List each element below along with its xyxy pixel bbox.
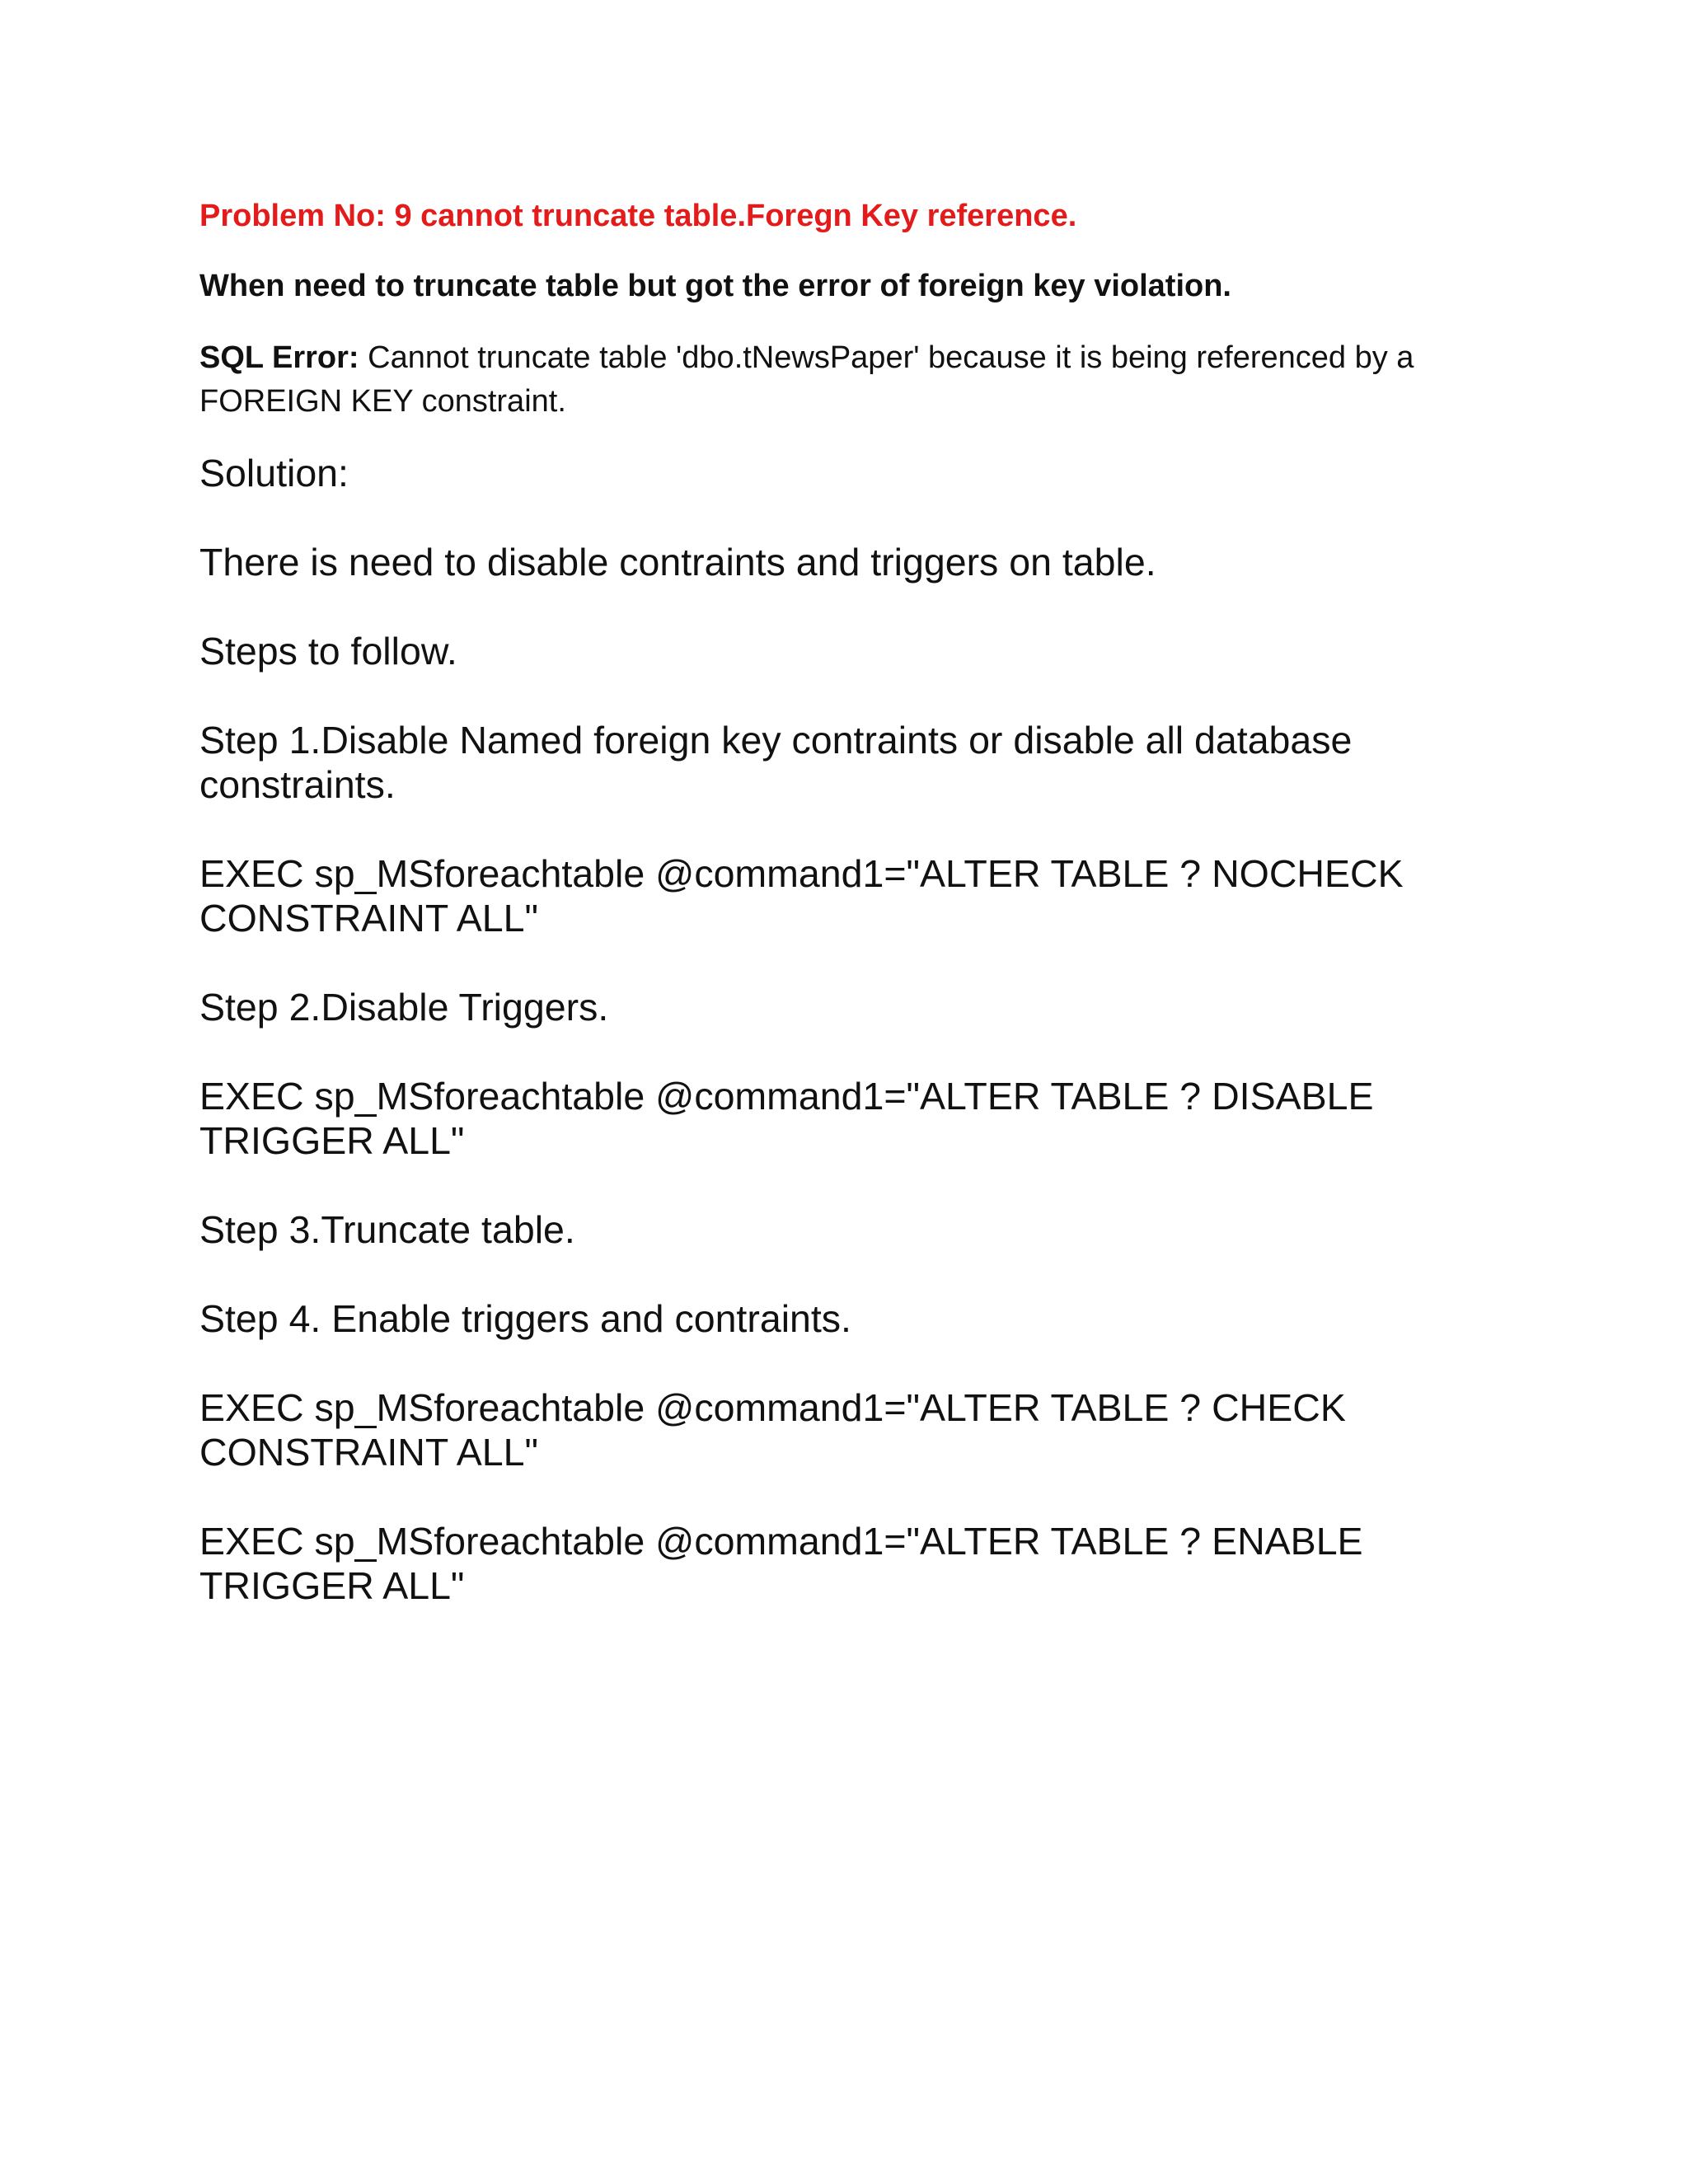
- problem-subtitle: When need to truncate table but got the error of foreign key violation.: [199, 269, 1231, 303]
- steps-intro: Steps to follow.: [199, 630, 457, 673]
- problem-title: Problem No: 9 cannot truncate table.Foregn Key reference.: [199, 199, 1077, 233]
- step-2: Step 2.Disable Triggers.: [199, 986, 609, 1029]
- command-nocheck-constraint: [199, 851, 1551, 940]
- sql-error-message: Cannot truncate table 'dbo.tNewsPaper' because it is being referenced by a FOREIGN KEY constraint.: [199, 340, 1414, 419]
- solution-heading: Solution:: [199, 452, 349, 494]
- command-enable-trigger-line-2: TRIGGER ALL": [199, 1564, 465, 1607]
- command-enable-trigger: [199, 1519, 1551, 1608]
- command-nocheck-line-2: CONSTRAINT ALL": [199, 897, 539, 940]
- step-4: Step 4. Enable triggers and contraints.: [199, 1297, 851, 1340]
- command-check-line-1: EXEC sp_MSforeachtable @command1="ALTER TABLE ? CHECK: [199, 1386, 1346, 1429]
- command-disable-trigger-line-1: EXEC sp_MSforeachtable @command1="ALTER TABLE ? DISABLE: [199, 1075, 1374, 1118]
- command-disable-trigger-line-2: TRIGGER ALL": [199, 1119, 465, 1162]
- solution-intro: There is need to disable contraints and triggers on table.: [199, 541, 1156, 583]
- sql-error-paragraph: [199, 336, 1551, 424]
- document-content: [199, 198, 1551, 1608]
- step-1-line-1: Step 1.Disable Named foreign key contraints or disable all database: [199, 719, 1353, 762]
- command-check-constraint: [199, 1385, 1551, 1474]
- step-3: Step 3.Truncate table.: [199, 1208, 575, 1251]
- command-enable-trigger-line-1: EXEC sp_MSforeachtable @command1="ALTER TABLE ? ENABLE: [199, 1520, 1363, 1563]
- sql-error-label: SQL Error:: [199, 340, 359, 375]
- command-nocheck-line-1: EXEC sp_MSforeachtable @command1="ALTER TABLE ? NOCHECK: [199, 852, 1404, 895]
- step-1: [199, 718, 1551, 807]
- step-1-line-2: constraints.: [199, 763, 396, 806]
- command-check-line-2: CONSTRAINT ALL": [199, 1431, 539, 1474]
- command-disable-trigger: [199, 1074, 1551, 1163]
